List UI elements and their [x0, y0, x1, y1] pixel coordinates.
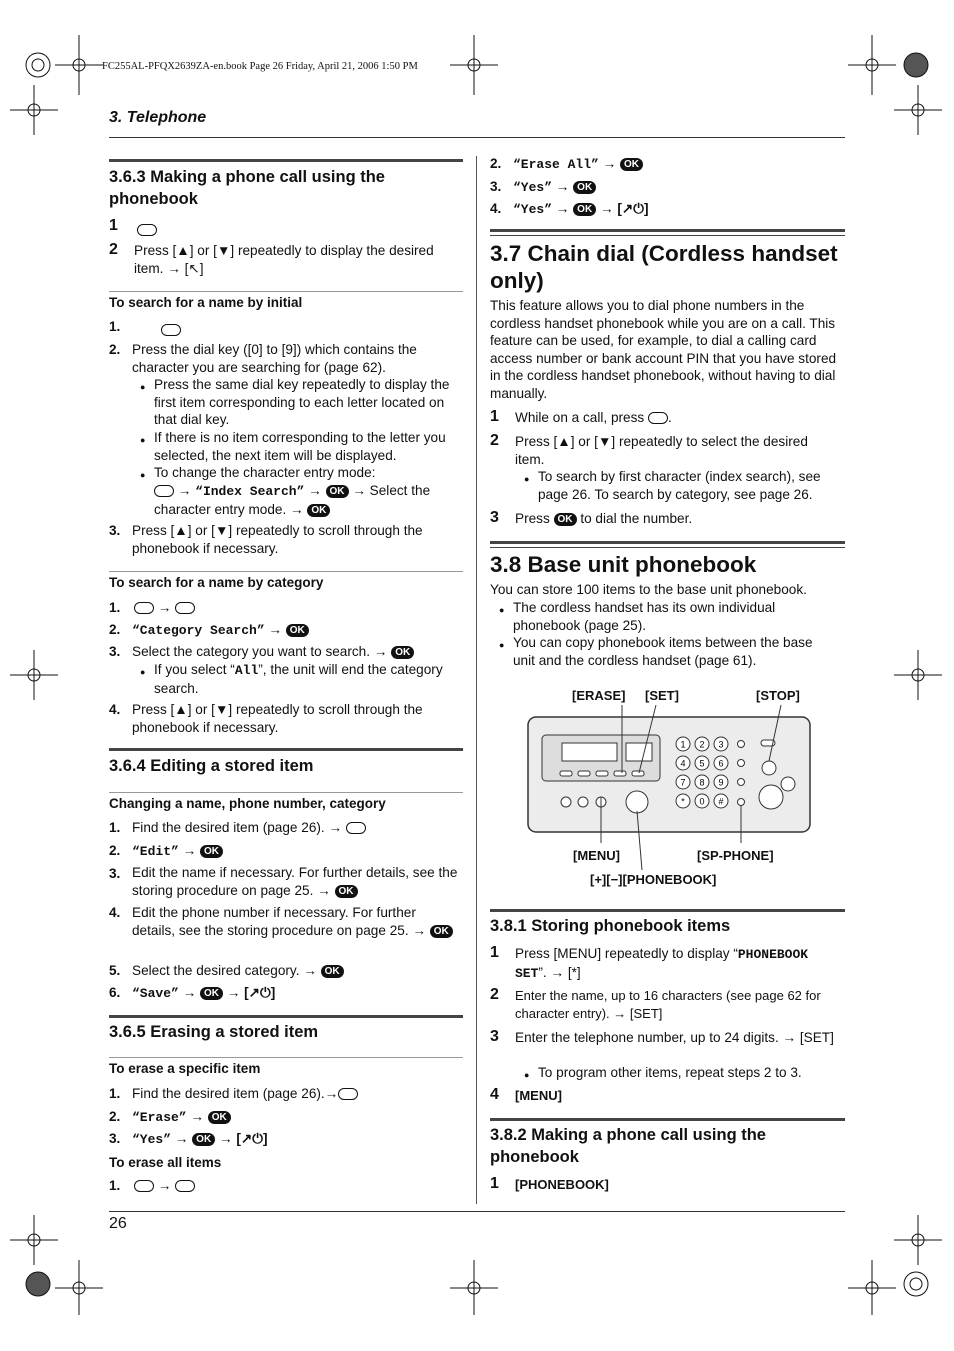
ok-button-icon: OK — [573, 181, 596, 194]
list-number: 2. — [109, 1109, 121, 1124]
step-number: 3 — [490, 509, 499, 526]
keypad-icon — [338, 1088, 358, 1100]
command-line: “Save” → OK → [↗⏻] — [132, 985, 276, 1001]
menu-label: [MENU] — [573, 848, 620, 863]
page-heading: 3. Telephone — [109, 109, 207, 126]
section-rule — [490, 547, 845, 548]
keypad-key-label: 1 — [680, 739, 686, 750]
section-rule — [490, 229, 845, 232]
list-number: 1. — [109, 820, 121, 835]
keypad-key-label: 3 — [718, 739, 724, 750]
step-number: 2 — [490, 432, 499, 449]
keypad-key-label: * — [681, 796, 685, 807]
ok-button-icon: OK — [620, 158, 643, 171]
step-text: Select the category you want to search. → OK — [132, 643, 462, 661]
command-line: → — [134, 599, 195, 617]
section-title-38: 3.8 Base unit phonebook — [490, 552, 757, 577]
phonebook-icon — [648, 412, 668, 424]
step-text: Edit the name if necessary. For further details, see the storing procedure on page 25. → OK — [132, 865, 458, 898]
sub-heading: To erase all items — [109, 1155, 222, 1170]
ok-button-icon: OK — [335, 885, 358, 898]
step-text: Press OK to dial the number. — [515, 511, 693, 526]
step-text: Press [MENU] repeatedly to display “PHONEBOOK SET”. → [*] — [515, 946, 809, 981]
section-rule — [109, 159, 463, 162]
keypad-key-label: 4 — [680, 758, 686, 769]
step-text: Press [▲] or [▼] repeatedly to scroll through the phonebook if necessary. — [132, 702, 423, 735]
column-divider — [476, 156, 477, 1204]
step-text: Find the desired item (page 26).→ — [132, 1085, 358, 1103]
step-number: 1 — [490, 1175, 499, 1192]
command-line: “Yes” → OK → [↗⏻] — [513, 201, 649, 217]
ok-button-icon: OK — [192, 1133, 215, 1146]
list-number: 6. — [109, 985, 121, 1000]
step-number: 1 — [490, 408, 499, 425]
set-label: [SET] — [645, 688, 679, 703]
ok-button-icon: OK — [307, 504, 330, 517]
section-intro: This feature allows you to dial phone numbers in the cordless handset phonebook while you are on a call. This feature can be used, for example, to dial a calling card access number or bank account PIN that you have stored in the cordless handset phonebook, without having to dial manually. — [490, 298, 837, 401]
section-rule — [109, 748, 463, 751]
list-number: 2. — [490, 156, 502, 171]
step-text: While on a call, press . — [515, 410, 672, 425]
step-number: 1 — [490, 944, 499, 961]
footer-rule — [109, 1211, 845, 1212]
bullet-text: ● To change the character entry mode: — [154, 464, 460, 482]
keypad-key-label: 8 — [699, 777, 705, 788]
list-number: 1. — [109, 319, 121, 334]
ok-button-icon: OK — [321, 965, 344, 978]
list-number: 4. — [109, 702, 121, 717]
section-title-363: 3.6.3 Making a phone call using the phonebook — [109, 168, 385, 208]
bullet-text: ● To program other items, repeat steps 2 to 3. — [538, 1064, 838, 1082]
list-number: 4. — [490, 201, 502, 216]
search-icon — [154, 485, 174, 497]
sub-rule — [109, 1057, 463, 1058]
bullet-text: ● If there is no item corresponding to the letter you selected, the next item will be displayed. — [154, 429, 460, 464]
command-line: → — [134, 1177, 195, 1195]
step-text: [PHONEBOOK] — [515, 1177, 609, 1192]
step-number: 1 — [109, 217, 118, 234]
command-line: “Yes” → OK — [513, 178, 596, 197]
sub-heading: To search for a name by initial — [109, 295, 303, 310]
step-text: Enter the name, up to 16 characters (see page 62 for character entry). → [SET] — [515, 988, 821, 1021]
keypad-icon — [346, 822, 366, 834]
section-rule — [109, 1015, 463, 1018]
keypad-key-label: 6 — [718, 758, 724, 769]
section-title-365: 3.6.5 Erasing a stored item — [109, 1023, 319, 1041]
list-number: 3. — [109, 1131, 121, 1146]
section-rule — [490, 909, 845, 912]
step-text: Select the desired category. → OK — [132, 962, 344, 980]
step-number: 4 — [490, 1086, 499, 1103]
keypad-key-label: # — [718, 796, 724, 807]
keypad-key-label: 7 — [680, 777, 686, 788]
ok-button-icon: OK — [430, 925, 453, 938]
bullet-text: ● You can copy phonebook items between the base unit and the cordless handset (page 61). — [513, 634, 838, 669]
step-text: Press [▲] or [▼] repeatedly to display the desired item. → [↖] — [134, 243, 434, 276]
keypad-key-label: 2 — [699, 739, 705, 750]
command-line: “Category Search” → OK — [132, 621, 309, 640]
ok-button-icon: OK — [554, 513, 577, 526]
keypad-key-label: 0 — [699, 796, 705, 807]
list-number: 1. — [109, 600, 121, 615]
sub-heading: To search for a name by category — [109, 575, 324, 590]
list-number: 3. — [490, 179, 502, 194]
command-line: “Edit” → OK — [132, 842, 223, 861]
list-number: 1. — [109, 1086, 121, 1101]
list-number: 3. — [109, 523, 121, 538]
phonebook-icon — [134, 602, 154, 614]
bullet-text: ● Press the same dial key repeatedly to display the first item corresponding to each letter located on that dial key. — [154, 376, 460, 429]
ok-button-icon: OK — [200, 845, 223, 858]
step-number: 2 — [490, 986, 499, 1003]
page-number: 26 — [109, 1215, 127, 1232]
search-icon — [175, 602, 195, 614]
step-text: Enter the telephone number, up to 24 digits. → [SET] — [515, 1030, 834, 1045]
sub-heading: Changing a name, phone number, category — [109, 796, 386, 811]
stop-label: [STOP] — [756, 688, 800, 703]
command-line: → “Index Search” → OK → Select the character entry mode. → OK — [154, 483, 431, 517]
ok-button-icon: OK — [573, 203, 596, 216]
erase-label: [ERASE] — [572, 688, 626, 703]
list-number: 2. — [109, 622, 121, 637]
section-title-382: 3.8.2 Making a phone call using the phonebook — [490, 1126, 766, 1166]
ok-button-icon: OK — [391, 646, 414, 659]
keypad-icon — [175, 1180, 195, 1192]
list-number: 2. — [109, 843, 121, 858]
header-rule — [109, 137, 845, 138]
section-title-381: 3.8.1 Storing phonebook items — [490, 917, 731, 935]
sub-rule — [109, 571, 463, 572]
list-number: 3. — [109, 866, 121, 881]
phonebook-icon — [161, 324, 181, 336]
section-intro: You can store 100 items to the base unit phonebook. — [490, 582, 807, 597]
section-rule — [490, 235, 845, 236]
step-text: Press the dial key ([0] to [9]) which contains the character you are searching for (page 62). — [132, 342, 417, 375]
step-number: 3 — [490, 1028, 499, 1045]
section-title-37: 3.7 Chain dial (Cordless handset only) — [490, 241, 838, 293]
list-number: 1. — [109, 1178, 121, 1193]
ok-button-icon: OK — [326, 485, 349, 498]
section-title-364: 3.6.4 Editing a stored item — [109, 757, 314, 775]
section-rule — [490, 1118, 845, 1121]
sp-phone-label: [SP-PHONE] — [697, 848, 774, 863]
step-text: Edit the phone number if necessary. For further details, see the storing procedure on page 25. → OK — [132, 904, 462, 939]
base-unit-illustration — [526, 705, 816, 870]
phonebook-icon — [137, 224, 157, 236]
bullet-text: ● The cordless handset has its own individual phonebook (page 25). — [513, 599, 833, 634]
bullet-text: ● To search by first character (index search), see page 26. To search by category, see page 26. — [538, 468, 843, 503]
step-text: Press [▲] or [▼] repeatedly to select the desired item. — [515, 434, 808, 467]
section-rule — [490, 541, 845, 544]
sub-heading: To erase a specific item — [109, 1061, 261, 1076]
command-line: “Yes” → OK → [↗⏻] — [132, 1131, 268, 1147]
running-header: FC255AL-PFQX2639ZA-en.book Page 26 Friday, April 21, 2006 1:50 PM — [102, 61, 418, 72]
step-text: Find the desired item (page 26). → — [132, 819, 366, 837]
list-number: 2. — [109, 342, 121, 357]
phonebook-label: [+][−][PHONEBOOK] — [590, 872, 717, 887]
step-text: [MENU] — [515, 1088, 562, 1103]
ok-button-icon: OK — [200, 987, 223, 1000]
command-line: “Erase” → OK — [132, 1108, 231, 1127]
phonebook-icon — [134, 1180, 154, 1192]
sub-rule — [109, 291, 463, 292]
sub-rule — [109, 792, 463, 793]
ok-button-icon: OK — [208, 1111, 231, 1124]
list-number: 5. — [109, 963, 121, 978]
list-number: 4. — [109, 905, 121, 920]
list-number: 3. — [109, 644, 121, 659]
bullet-text: ● If you select “All”, the unit will end the category search. — [154, 661, 460, 697]
command-line: “Erase All” → OK — [513, 155, 643, 174]
step-number: 2 — [109, 241, 118, 258]
keypad-key-label: 5 — [699, 758, 705, 769]
step-text: Press [▲] or [▼] repeatedly to scroll through the phonebook if necessary. — [132, 523, 423, 556]
ok-button-icon: OK — [286, 624, 309, 637]
keypad-key-label: 9 — [718, 777, 724, 788]
